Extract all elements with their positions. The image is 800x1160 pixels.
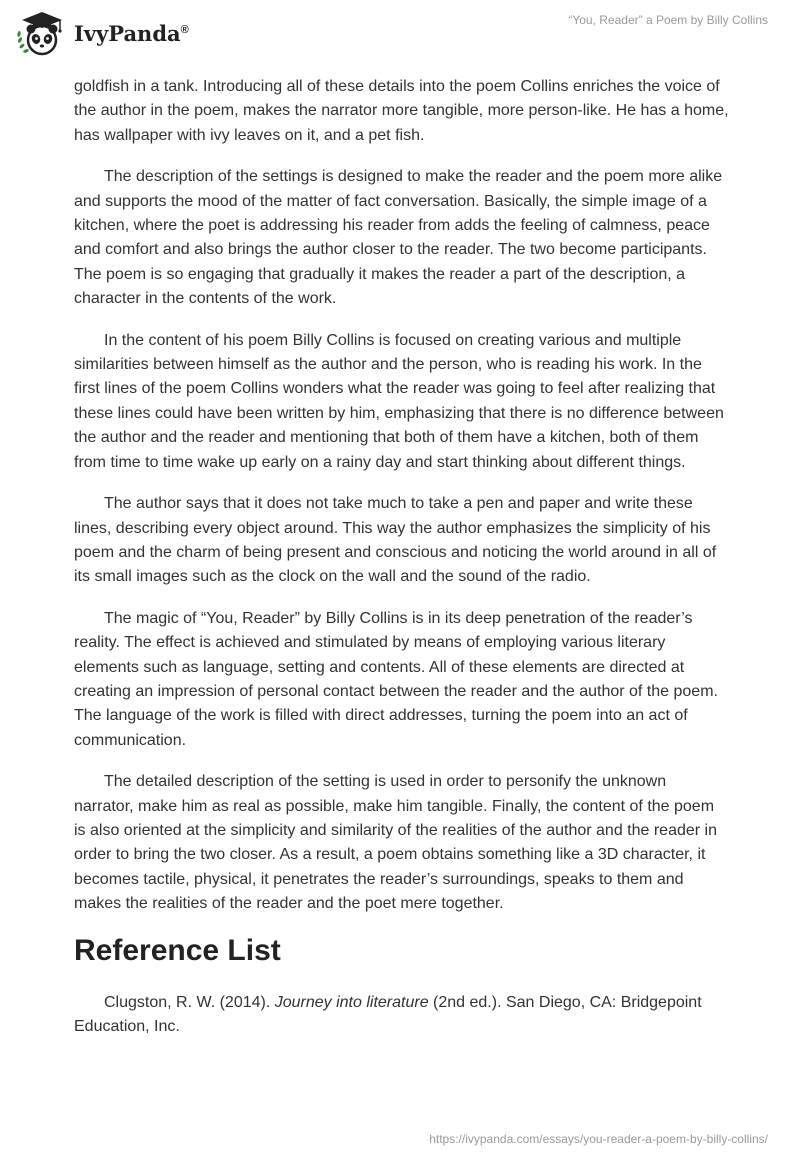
page-header: [0, 0, 800, 62]
reference-authors: Clugston, R. W. (2014).: [104, 993, 275, 1011]
reference-entry: [74, 991, 730, 1040]
paragraph: The description of the settings is designed to make the reader and the poem more alike and supports the mood of the matter of fact conversation. Basically, the simple image of a kitchen, where the poet is addressing his reader from adds the feeling of calmness, peace and comfort and also brings the author closer to the reader. The two become participants. The poem is so engaging that gradually it makes the reader a part of the description, a character in the contents of the work.: [74, 168, 723, 308]
panda-graduation-cap-logo-icon: [14, 8, 70, 58]
paragraph: The magic of “You, Reader” by Billy Collins is in its deep penetration of the reader’s reality. The effect is achieved and stimulated by means of employing various literary elements such as language, setting and contents. All of these elements are directed at creating an impression of personal contact between the reader and the author of the poem. The language of the work is filled with direct addresses, turning the poem into an act of communication.: [74, 609, 718, 749]
paragraph: In the content of his poem Billy Collins is focused on creating various and multiple similarities between himself as the author and the person, who is reading his work. In the first lines of the poem Collins wonders what the reader was going to feel after realizing that these lines could have been written by him, emphasizing that there is no difference between the author and the reader and mentioning that both of them have a kitchen, both of them from time to time wake up early on a rainy day and start thinking about different things.: [74, 331, 724, 471]
document-title: “You, Reader” a Poem by Billy Collins: [568, 13, 768, 27]
registered-mark: ®: [180, 23, 189, 36]
source-url[interactable]: https://ivypanda.com/essays/you-reader-a-poem-by-billy-collins/: [429, 1132, 768, 1146]
essay-body: [74, 75, 730, 1056]
paragraph: The detailed description of the setting is used in order to personify the unknown narrator, make him as real as possible, make him tangible. Finally, the content of the poem is also oriented at the simplicity and similarity of the realities of the author and the reader in order to bring the two closer. As a result, a poem obtains something like a 3D character, it becomes tactile, physical, it penetrates the reader’s surroundings, speaks to them and makes the realities of the reader and the poet mere together.: [74, 773, 717, 913]
reference-title: Journey into literature: [274, 993, 429, 1011]
paragraph: The author says that it does not take much to take a pen and paper and write these lines, describing every object around. This way the author emphasizes the simplicity of his poem and the charm of being present and conscious and noticing the world around in all of its small images such as the clock on the wall and the sound of the radio.: [74, 495, 717, 586]
reference-publisher: (2nd ed.). San Diego, CA: Bridgepoint Education, Inc.: [74, 993, 702, 1035]
reference-list-heading: Reference List: [74, 933, 281, 967]
brand-name: IvyPanda®: [74, 20, 189, 46]
brand-logo[interactable]: [14, 8, 189, 58]
paragraph: goldfish in a tank. Introducing all of these details into the poem Collins enriches the voice of the author in the poem, makes the narrator more tangible, more person-like. He has a home, has wallpaper with ivy leaves on it, and a pet fish.: [74, 78, 729, 144]
